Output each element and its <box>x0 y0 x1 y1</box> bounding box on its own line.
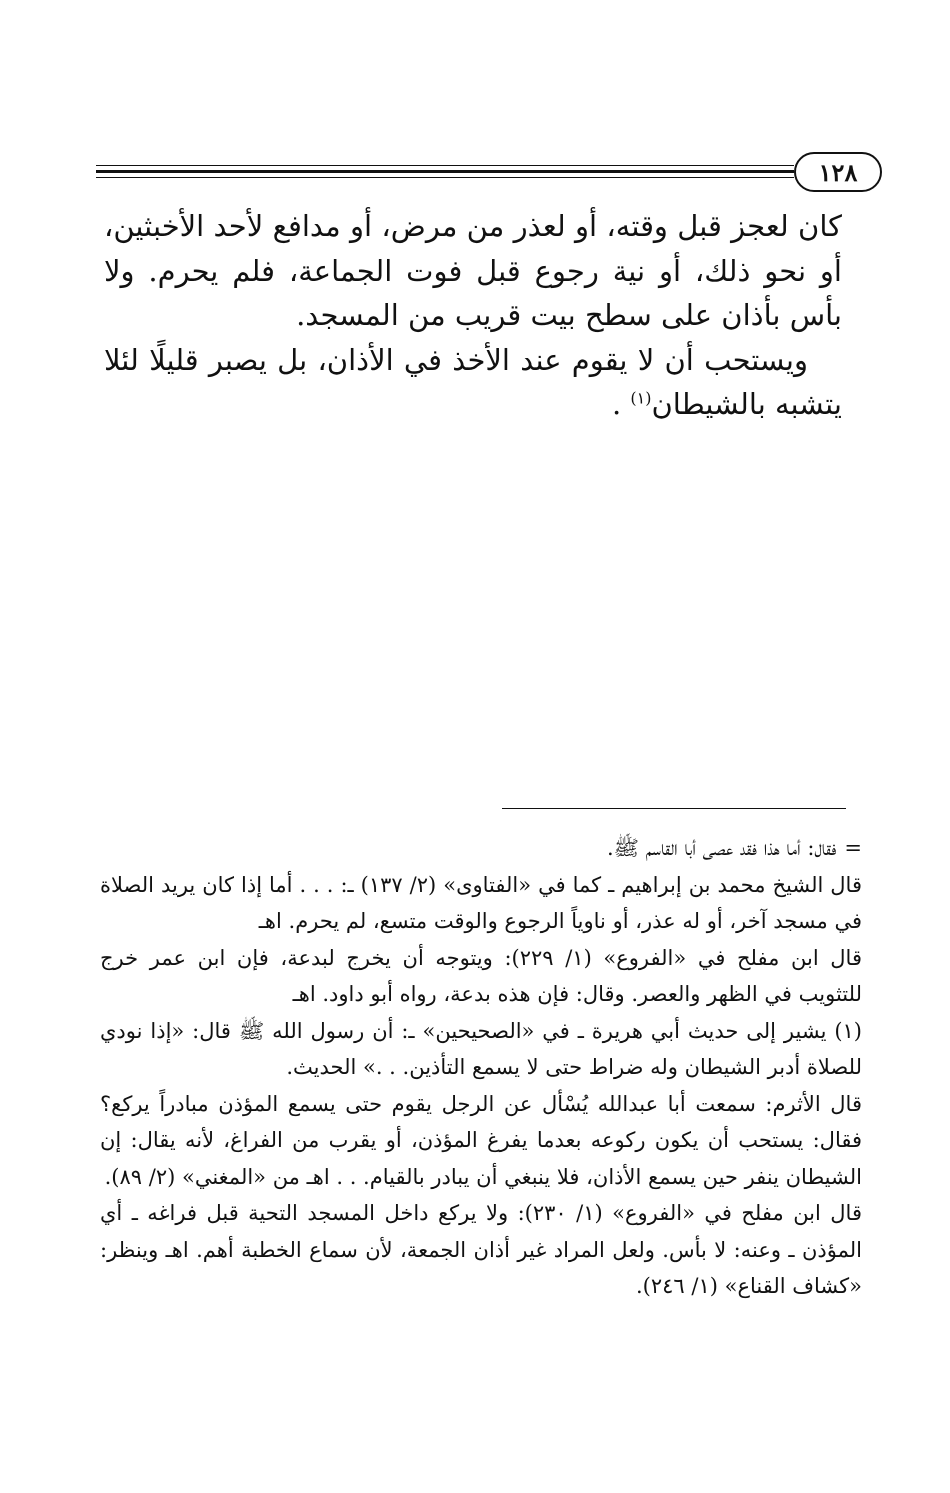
header-rule-top <box>96 165 794 166</box>
footnote-line-5: قال الأثرم: سمعت أبا عبدالله يُسْأل عن الرجل يقوم حتى يسمع المؤذن مبادراً يركع؟ فقال: يستحب أن يكون ركوعه بعدما يفرغ المؤذن، أو يقرب من الفراغ، لأنه يقال: إن الشيطان ينفر حين يسمع الأذان، فلا ينبغي أن يبادر بالقيام. . . اهـ من «المغني» (٢/ ٨٩). <box>100 1091 862 1189</box>
page-number: ١٢٨ <box>794 152 882 192</box>
footnote-line-2: قال الشيخ محمد بن إبراهيم ـ كما في «الفتاوى» (٢/ ١٣٧) ـ: . . . أما إذا كان يريد الصلاة في مسجد آخر، أو له عذر، أو ناوياً الرجوع والوقت متسع، لم يحرم. اهـ <box>100 872 862 933</box>
main-text <box>104 204 842 427</box>
continuation-marker: = <box>844 836 862 860</box>
header-rule-bottom <box>96 177 794 178</box>
footnote-line-6: قال ابن مفلح في «الفروع» (١/ ٢٣٠): ولا يركع داخل المسجد التحية قبل فراغه ـ أي المؤذن ـ وعنه: لا بأس. ولعل المراد غير أذان الجمعة، لأن سماع الخطبة أهم. اهـ وينظر: «كشاف القناع» (١/ ٢٤٦). <box>100 1201 862 1298</box>
header-rule-middle <box>96 170 794 173</box>
page-header <box>96 150 882 194</box>
main-paragraph-1: كان لعجز قبل وقته، أو لعذر من مرض، أو مدافع لأحد الأخبثين، أو نحو ذلك، أو نية رجوع قبل فوت الجماعة، فلم يحرم. ولا بأس بأذان على سطح بيت قريب من المسجد. <box>104 209 842 332</box>
main-paragraph-2-end: . <box>611 387 631 421</box>
footnote-line-3: قال ابن مفلح في «الفروع» (١/ ٢٢٩): ويتوجه أن يخرج لبدعة، فإن ابن عمر خرج للتثويب في الظهر والعصر. وقال: فإن هذه بدعة، رواه أبو داود. اهـ <box>100 945 862 1006</box>
footnote-line-4: (١) يشير إلى حديث أبي هريرة ـ في «الصحيحين» ـ: أن رسول الله ﷺ قال: «إذا نودي للصلاة أدبر الشيطان وله ضراط حتى لا يسمع التأذين. . .» الحديث. <box>100 1018 862 1079</box>
footnote-line-1 <box>100 830 862 867</box>
main-paragraph-2 <box>104 338 842 427</box>
footnote-reference: (١) <box>630 388 652 408</box>
footnote-separator <box>502 808 846 809</box>
main-paragraph-2-text: ويستحب أن لا يقوم عند الأخذ في الأذان، بل يصبر قليلًا لئلا يتشبه بالشيطان <box>104 342 842 421</box>
footnote-line-1-text: فقال: أما هذا فقد عصى أبا القاسم ﷺ. <box>607 836 837 860</box>
footnotes <box>100 830 862 1305</box>
